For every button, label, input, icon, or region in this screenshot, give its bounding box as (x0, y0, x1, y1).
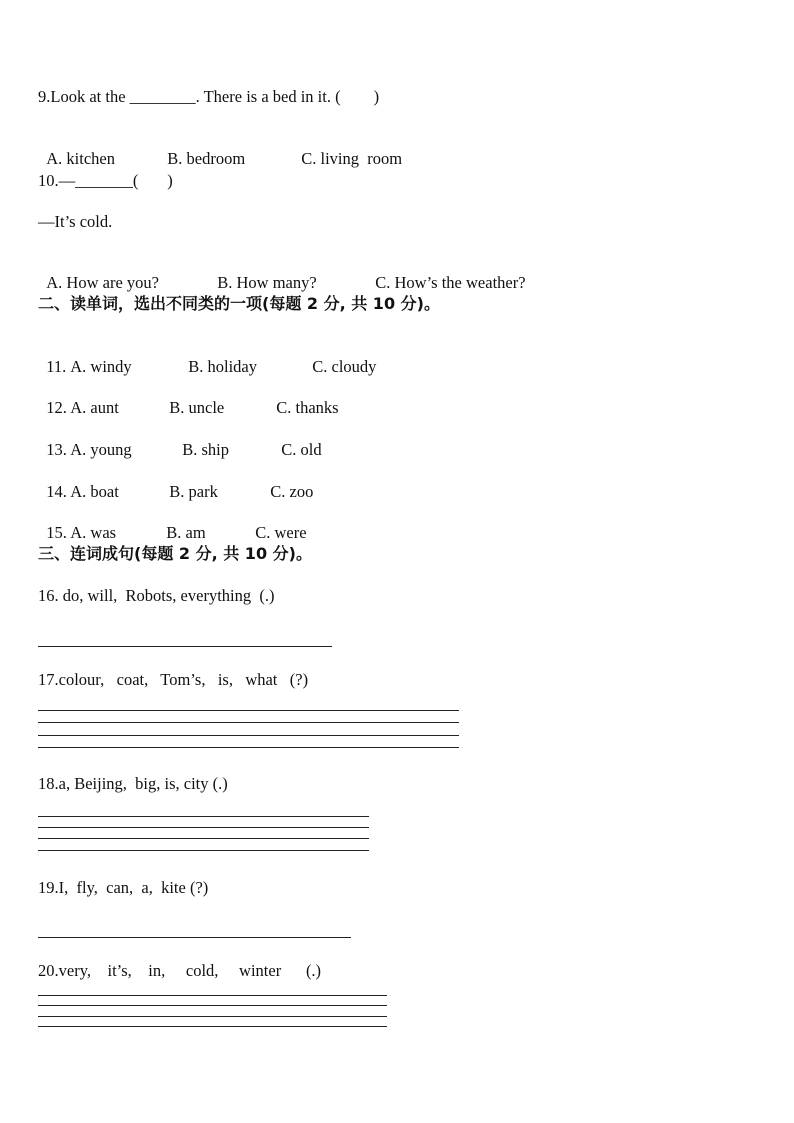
q10-option-c[interactable]: C. How’s the weather? (375, 273, 526, 292)
q11-option-a[interactable]: A. windy (70, 357, 132, 376)
q20-answer-line-2[interactable] (38, 1005, 387, 1006)
q19-prompt: 19.I, fly, can, a, kite (?) (38, 878, 209, 897)
q14-number: 14. (46, 482, 67, 501)
q15-option-c[interactable]: C. were (255, 523, 307, 542)
q14 (38, 462, 313, 502)
q9-option-a[interactable]: A. kitchen (46, 149, 115, 168)
q10-option-b[interactable]: B. How many? (217, 273, 317, 292)
q12-number: 12. (46, 398, 67, 417)
q15-number: 15. (46, 523, 67, 542)
q13-option-b[interactable]: B. ship (182, 440, 230, 459)
q11-option-b[interactable]: B. holiday (188, 357, 257, 376)
q14-option-c[interactable]: C. zoo (270, 482, 314, 501)
q12 (38, 378, 339, 418)
q14-option-a[interactable]: A. boat (70, 482, 119, 501)
q10-reply: —It’s cold. (38, 212, 113, 231)
q13 (38, 420, 322, 460)
q20-answer-line-4[interactable] (38, 1026, 387, 1027)
section2-heading: 二、读单词，选出不同类的一项(每题 2 分, 共 10 分)。 (38, 294, 440, 313)
q11 (38, 337, 376, 377)
q19-answer-line[interactable] (38, 937, 351, 938)
q18-answer-line-3[interactable] (38, 838, 369, 839)
q17-answer-line-2[interactable] (38, 722, 459, 723)
q10-option-a[interactable]: A. How are you? (46, 273, 159, 292)
q13-option-a[interactable]: A. young (70, 440, 132, 459)
q20-prompt: 20.very, it’s, in, cold, winter (.) (38, 961, 322, 980)
q13-option-c[interactable]: C. old (281, 440, 322, 459)
q18-answer-line-4[interactable] (38, 850, 369, 851)
q16-prompt: 16. do, will, Robots, everything (.) (38, 586, 275, 605)
q17-answer-line-4[interactable] (38, 747, 459, 748)
q18-prompt: 18.a, Beijing, big, is, city (.) (38, 774, 228, 793)
q9-options (38, 129, 402, 169)
q12-option-c[interactable]: C. thanks (276, 398, 339, 417)
q20-answer-line-1[interactable] (38, 995, 387, 996)
q18-answer-line-1[interactable] (38, 816, 369, 817)
q9-stem: 9.Look at the ________. There is a bed in it. ( ) (38, 87, 380, 106)
q17-answer-line-3[interactable] (38, 735, 459, 736)
q12-option-b[interactable]: B. uncle (169, 398, 225, 417)
q18-answer-line-2[interactable] (38, 827, 369, 828)
q11-option-c[interactable]: C. cloudy (312, 357, 377, 376)
q17-answer-line-1[interactable] (38, 710, 459, 711)
q15-option-b[interactable]: B. am (166, 523, 206, 542)
q11-number: 11. (46, 357, 67, 376)
q17-prompt: 17.colour, coat, Tom’s, is, what (?) (38, 670, 309, 689)
q10-stem: 10.—_______( ) (38, 171, 173, 190)
section3-heading: 三、连词成句(每题 2 分, 共 10 分)。 (38, 544, 312, 563)
q9-option-b[interactable]: B. bedroom (167, 149, 246, 168)
q14-option-b[interactable]: B. park (169, 482, 218, 501)
q12-option-a[interactable]: A. aunt (70, 398, 119, 417)
q20-answer-line-3[interactable] (38, 1016, 387, 1017)
q16-answer-line[interactable] (38, 646, 332, 647)
q15-option-a[interactable]: A. was (70, 523, 117, 542)
q9-option-c[interactable]: C. living room (301, 149, 403, 168)
q10-options (38, 253, 526, 293)
q15 (38, 503, 307, 543)
q13-number: 13. (46, 440, 67, 459)
